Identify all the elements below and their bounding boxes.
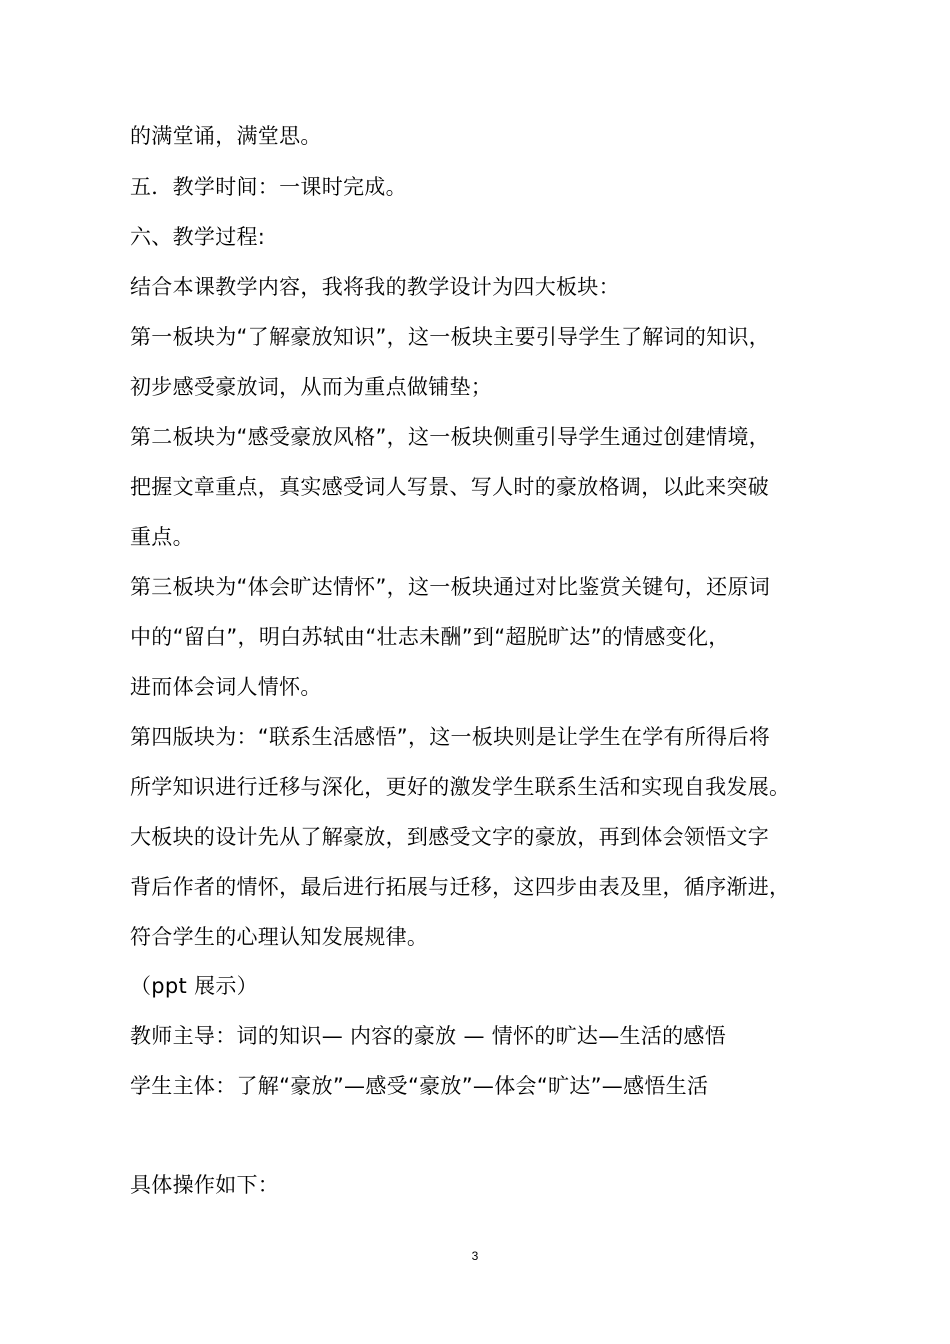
text-line: 学生主体：了解“豪放”—感受“豪放”—体会“旷达”—感悟生活 xyxy=(130,1074,709,1098)
text-line: 把握文章重点，真实感受词人写景、写人时的豪放格调，以此来突破 xyxy=(130,475,769,499)
text-line: 第一板块为“了解豪放知识”，这一板块主要引导学生了解词的知识， xyxy=(130,325,771,349)
text-line: 具体操作如下： xyxy=(130,1173,280,1197)
page-number: 3 xyxy=(471,1249,479,1263)
text-line: 符合学生的心理认知发展规律。 xyxy=(130,925,429,949)
text-line: 初步感受豪放词，从而为重点做铺垫； xyxy=(130,375,493,399)
text-line: 第三板块为“体会旷达情怀”，这一板块通过对比鉴赏关键句，还原词 xyxy=(130,575,771,599)
text-line: 六、教学过程: xyxy=(130,225,266,249)
text-line: 所学知识进行迁移与深化，更好的激发学生联系生活和实现自我发展。 xyxy=(130,775,791,799)
text-line: 第二板块为“感受豪放风格”，这一板块侧重引导学生通过创建情境， xyxy=(130,425,771,449)
text-line: 进而体会词人情怀。 xyxy=(130,675,322,699)
text-line: （ppt 展示） xyxy=(130,974,258,998)
text-line: 结合本课教学内容，我将我的教学设计为四大板块： xyxy=(130,275,620,299)
text-line: 重点。 xyxy=(130,525,194,549)
text-line: 教师主导：词的知识— 内容的豪放 — 情怀的旷达—生活的感悟 xyxy=(130,1024,727,1048)
text-line: 大板块的设计先从了解豪放，到感受文字的豪放，再到体会领悟文字 xyxy=(130,825,769,849)
text-line: 第四版块为：“联系生活感悟”，这一板块则是让学生在学有所得后将 xyxy=(130,725,771,749)
text-line: 五．教学时间：一课时完成。 xyxy=(130,175,407,199)
text-line: 中的“留白”，明白苏轼由“壮志未酬”到“超脱旷达”的情感变化， xyxy=(130,625,730,649)
text-line: 的满堂诵，满堂思。 xyxy=(130,124,322,148)
text-line: 背后作者的情怀，最后进行拓展与迁移，这四步由表及里，循序渐进， xyxy=(130,875,791,899)
